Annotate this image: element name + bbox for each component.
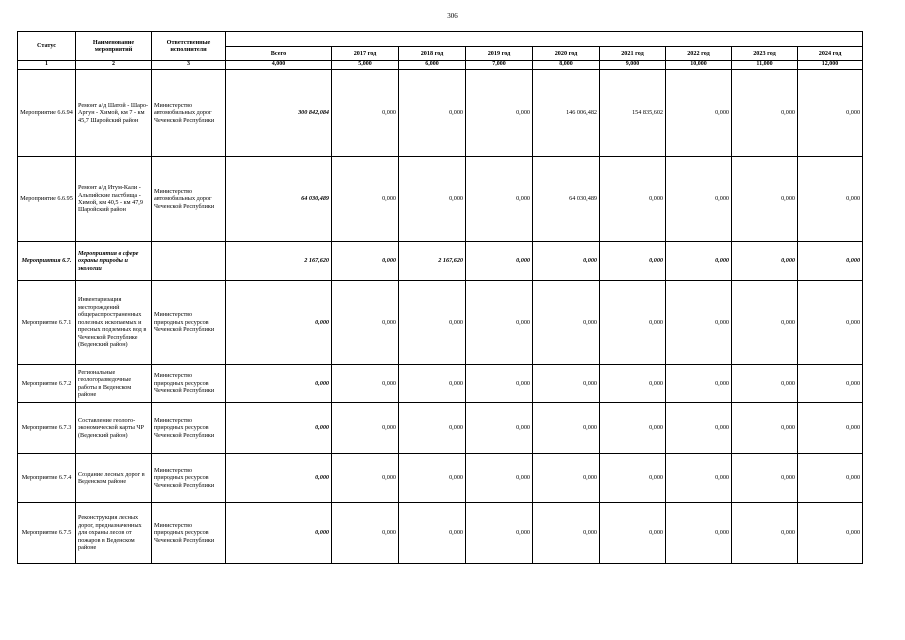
header-year: 2018 год <box>399 47 466 61</box>
row-name: Инвентаризация месторождений общераспространенных полезных ископаемых и пресных подземных вод в Чеченской Республике (Веденский район) <box>76 281 152 365</box>
table-row <box>18 157 863 242</box>
table-row <box>18 281 863 365</box>
row-value: 0,000 <box>332 281 399 365</box>
column-number: 12,000 <box>798 61 863 70</box>
row-total: 64 030,489 <box>226 157 332 242</box>
row-value: 0,000 <box>798 70 863 157</box>
column-number: 6,000 <box>399 61 466 70</box>
row-value: 0,000 <box>399 157 466 242</box>
header-year: 2024 год <box>798 47 863 61</box>
row-name: Ремонт а/д Шатой - Шаро-Аргун - Химой, км 7 - км 45,7 Шаройский район <box>76 70 152 157</box>
row-value: 2 167,620 <box>399 242 466 281</box>
header-year: 2023 год <box>732 47 798 61</box>
row-status: Мероприятия 6.7. <box>18 242 76 281</box>
header-spacer <box>226 32 863 47</box>
row-value: 0,000 <box>666 403 732 454</box>
row-value: 0,000 <box>732 242 798 281</box>
row-value: 0,000 <box>466 281 533 365</box>
row-value: 0,000 <box>798 281 863 365</box>
row-executor: Министерство природных ресурсов Чеченской Республики <box>152 454 226 503</box>
row-total: 0,000 <box>226 281 332 365</box>
table-row <box>18 403 863 454</box>
row-status: Мероприятие 6.7.3 <box>18 403 76 454</box>
row-value: 0,000 <box>533 503 600 564</box>
row-value: 0,000 <box>332 242 399 281</box>
row-value: 0,000 <box>332 403 399 454</box>
page-number: 306 <box>447 12 458 20</box>
row-total: 0,000 <box>226 365 332 403</box>
column-number: 2 <box>76 61 152 70</box>
table-row <box>18 70 863 157</box>
row-value: 0,000 <box>466 454 533 503</box>
row-value: 0,000 <box>332 454 399 503</box>
row-status: Мероприятие 6.7.2 <box>18 365 76 403</box>
column-number: 8,000 <box>533 61 600 70</box>
row-executor: Министерство автомобильных дорог Чеченской Республики <box>152 70 226 157</box>
row-status: Мероприятие 6.7.5 <box>18 503 76 564</box>
row-value: 0,000 <box>666 70 732 157</box>
row-total: 2 167,620 <box>226 242 332 281</box>
row-value: 0,000 <box>798 365 863 403</box>
row-value: 0,000 <box>466 242 533 281</box>
row-value: 0,000 <box>332 157 399 242</box>
row-value: 0,000 <box>399 454 466 503</box>
row-value: 0,000 <box>798 242 863 281</box>
row-executor: Министерство природных ресурсов Чеченской Республики <box>152 365 226 403</box>
row-name: Ремонт а/д Итум-Кали - Альпийские пастбища - Химой, км 40,5 - км 47,9 Шаройский район <box>76 157 152 242</box>
row-value: 0,000 <box>798 454 863 503</box>
header-name: Наименование мероприятий <box>76 32 152 61</box>
row-value: 0,000 <box>666 503 732 564</box>
row-value: 0,000 <box>332 503 399 564</box>
column-number: 11,000 <box>732 61 798 70</box>
row-value: 0,000 <box>600 503 666 564</box>
table-row <box>18 365 863 403</box>
row-value: 0,000 <box>798 157 863 242</box>
row-status: Мероприятие 6.7.1 <box>18 281 76 365</box>
row-value: 0,000 <box>533 403 600 454</box>
row-executor: Министерство природных ресурсов Чеченской Республики <box>152 403 226 454</box>
row-value: 0,000 <box>600 242 666 281</box>
header-year: 2020 год <box>533 47 600 61</box>
row-value: 0,000 <box>732 503 798 564</box>
column-number: 9,000 <box>600 61 666 70</box>
table-row <box>18 503 863 564</box>
row-value: 0,000 <box>600 365 666 403</box>
row-value: 0,000 <box>732 157 798 242</box>
row-value: 154 835,602 <box>600 70 666 157</box>
row-name: Создание лесных дорог в Веденском районе <box>76 454 152 503</box>
row-value: 0,000 <box>666 365 732 403</box>
column-number: 1 <box>18 61 76 70</box>
column-number: 5,000 <box>332 61 399 70</box>
row-value: 0,000 <box>533 281 600 365</box>
row-value: 0,000 <box>399 365 466 403</box>
row-value: 0,000 <box>600 403 666 454</box>
row-status: Мероприятие 6.6.94 <box>18 70 76 157</box>
row-value: 0,000 <box>732 365 798 403</box>
row-value: 0,000 <box>666 281 732 365</box>
row-value: 0,000 <box>732 403 798 454</box>
row-value: 0,000 <box>666 454 732 503</box>
row-status: Мероприятие 6.6.95 <box>18 157 76 242</box>
row-total: 0,000 <box>226 403 332 454</box>
row-executor <box>152 242 226 281</box>
header-year: 2019 год <box>466 47 533 61</box>
column-number: 3 <box>152 61 226 70</box>
column-number: 4,000 <box>226 61 332 70</box>
row-name: Мероприятия в сфере охраны природы и экологии <box>76 242 152 281</box>
row-value: 146 006,482 <box>533 70 600 157</box>
header-total: Всего <box>226 47 332 61</box>
row-value: 0,000 <box>732 70 798 157</box>
row-value: 0,000 <box>798 403 863 454</box>
row-value: 0,000 <box>666 242 732 281</box>
row-total: 0,000 <box>226 454 332 503</box>
row-executor: Министерство природных ресурсов Чеченской Республики <box>152 281 226 365</box>
row-value: 0,000 <box>466 403 533 454</box>
row-name: Составление геолого-экономической карты ЧР (Веденский район) <box>76 403 152 454</box>
row-value: 0,000 <box>600 157 666 242</box>
row-value: 0,000 <box>732 454 798 503</box>
column-number: 10,000 <box>666 61 732 70</box>
row-value: 0,000 <box>600 281 666 365</box>
header-year: 2022 год <box>666 47 732 61</box>
row-value: 0,000 <box>600 454 666 503</box>
row-value: 0,000 <box>466 157 533 242</box>
row-value: 0,000 <box>399 70 466 157</box>
row-value: 0,000 <box>798 503 863 564</box>
column-number: 7,000 <box>466 61 533 70</box>
row-value: 0,000 <box>399 403 466 454</box>
header-executors: Ответственные исполнители <box>152 32 226 61</box>
row-value: 0,000 <box>666 157 732 242</box>
row-executor: Министерство природных ресурсов Чеченской Республики <box>152 503 226 564</box>
row-value: 0,000 <box>533 242 600 281</box>
row-value: 0,000 <box>533 365 600 403</box>
budget-table <box>17 31 863 564</box>
header-year: 2021 год <box>600 47 666 61</box>
row-status: Мероприятие 6.7.4 <box>18 454 76 503</box>
header-status: Статус <box>18 32 76 61</box>
row-value: 64 030,489 <box>533 157 600 242</box>
row-value: 0,000 <box>399 503 466 564</box>
row-value: 0,000 <box>466 70 533 157</box>
row-name: Региональные геологоразведочные работы в Веденском районе <box>76 365 152 403</box>
row-value: 0,000 <box>732 281 798 365</box>
row-value: 0,000 <box>332 365 399 403</box>
header-year: 2017 год <box>332 47 399 61</box>
row-name: Реконструкция лесных дорог, предназначенных для охраны лесов от пожаров в Веденском районе <box>76 503 152 564</box>
row-value: 0,000 <box>399 281 466 365</box>
row-total: 0,000 <box>226 503 332 564</box>
row-value: 0,000 <box>466 365 533 403</box>
table-row-group <box>18 242 863 281</box>
row-value: 0,000 <box>332 70 399 157</box>
row-value: 0,000 <box>533 454 600 503</box>
row-value: 0,000 <box>466 503 533 564</box>
row-executor: Министерство автомобильных дорог Чеченской Республики <box>152 157 226 242</box>
row-total: 300 842,084 <box>226 70 332 157</box>
table-row <box>18 454 863 503</box>
